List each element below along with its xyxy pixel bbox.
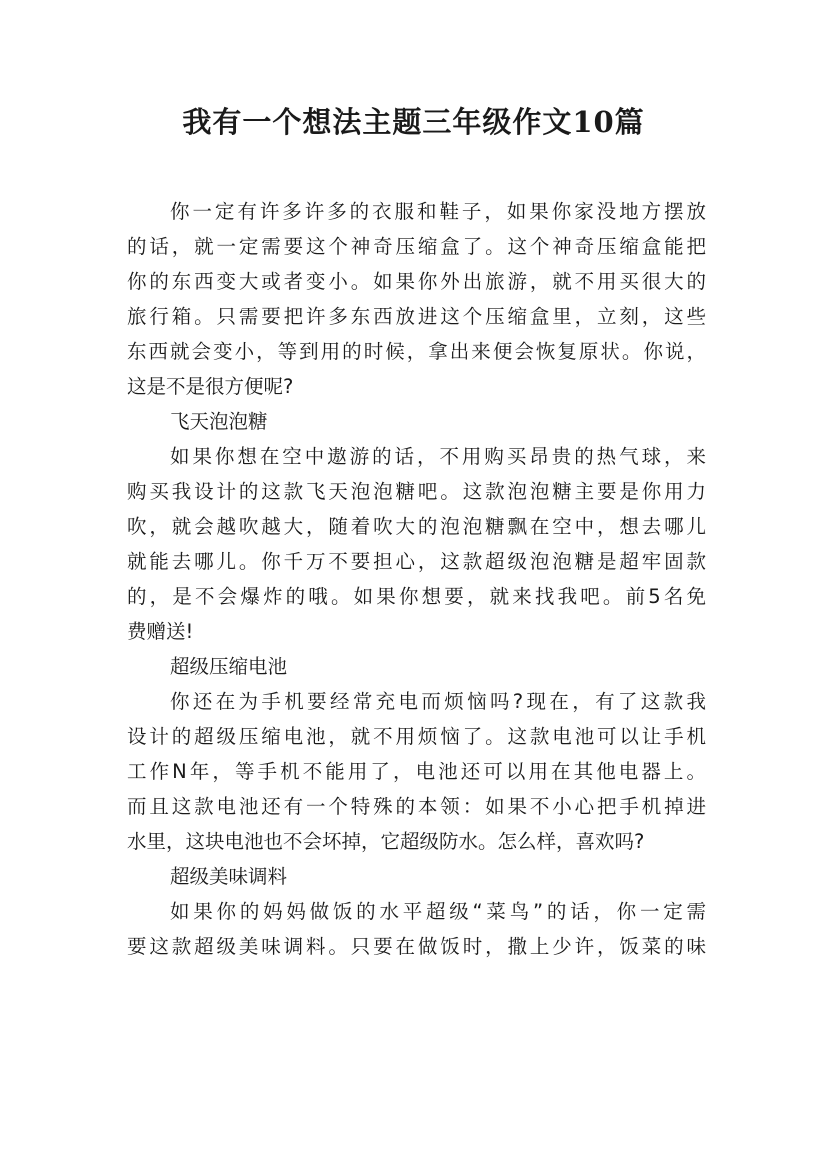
paragraph-line: 的话，就一定需要这个神奇压缩盒了。这个神奇压缩盒能把 xyxy=(127,235,706,258)
paragraph-line: 你一定有许多许多的衣服和鞋子，如果你家没地方摆放 xyxy=(170,200,706,223)
section-heading: 超级美味调料 xyxy=(170,865,288,888)
paragraph-line: 东西就会变小，等到用的时候，拿出来便会恢复原状。你说， xyxy=(127,340,706,363)
paragraph-line: 这是不是很方便呢? xyxy=(127,375,294,398)
paragraph-line: 工作N年，等手机不能用了，电池还可以用在其他电器上。 xyxy=(127,760,706,783)
paragraph-line: 就能去哪儿。你千万不要担心，这款超级泡泡糖是超牢固款 xyxy=(127,550,706,573)
paragraph-line: 吹，就会越吹越大，随着吹大的泡泡糖飘在空中，想去哪儿 xyxy=(127,515,706,538)
document-title: 我有一个想法主题三年级作文10篇 xyxy=(182,105,645,139)
paragraph xyxy=(127,894,706,964)
section-heading: 超级压缩电池 xyxy=(170,655,288,678)
paragraph-line: 如果你的妈妈做饭的水平超级“菜鸟”的话，你一定需 xyxy=(170,900,706,923)
paragraph-line: 要这款超级美味调料。只要在做饭时，撒上少许，饭菜的味 xyxy=(127,935,706,958)
paragraph-line: 而且这款电池还有一个特殊的本领：如果不小心把手机掉进 xyxy=(127,795,706,818)
paragraph-line: 的，是不会爆炸的哦。如果你想要，就来找我吧。前5名免 xyxy=(127,585,706,608)
paragraph xyxy=(127,684,706,859)
paragraph-line: 如果你想在空中遨游的话，不用购买昂贵的热气球，来 xyxy=(170,445,706,468)
paragraph-line: 你还在为手机要经常充电而烦恼吗?现在，有了这款我 xyxy=(170,690,706,713)
paragraph-line: 费赠送! xyxy=(127,620,194,643)
paragraph-line: 水里，这块电池也不会坏掉，它超级防水。怎么样，喜欢吗? xyxy=(127,830,645,853)
paragraph-line: 购买我设计的这款飞天泡泡糖吧。这款泡泡糖主要是你用力 xyxy=(127,480,706,503)
document-body xyxy=(127,194,706,964)
paragraph-line: 你的东西变大或者变小。如果你外出旅游，就不用买很大的 xyxy=(127,270,706,293)
paragraph xyxy=(127,194,706,404)
paragraph-line: 设计的超级压缩电池，就不用烦恼了。这款电池可以让手机 xyxy=(127,725,706,748)
section-heading: 飞天泡泡糖 xyxy=(170,410,268,433)
paragraph xyxy=(127,439,706,649)
paragraph-line: 旅行箱。只需要把许多东西放进这个压缩盒里，立刻，这些 xyxy=(127,305,706,328)
